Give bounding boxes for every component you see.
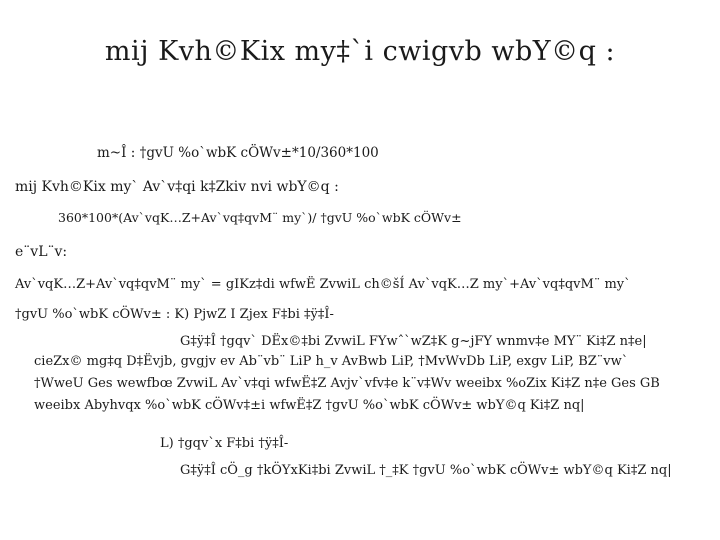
subheading-rate-line: mij Kvh©Kix my` Av`v‡qi k‡Zkiv nvi wbY©q : xyxy=(15,179,339,195)
slide-title: mij Kvh©Kix my‡`i cwigvb wbY©q : xyxy=(104,36,616,67)
paragraph-line: †WweU Ges wewfbœ ZvwiL Av`v‡qi wfwË‡Z Avjv`vfv‡e k¨v‡Wv weeibx %oZix Ki‡Z n‡e Ges GB xyxy=(34,376,660,391)
paragraph-line: G‡ÿ‡Î cÖ_g †kÖYxKi‡bi ZvwiL †_‡K †gvU %o`wbK cÖWv± wbY©q Ki‡Z nq| xyxy=(180,463,672,478)
rate-formula-line: 360*100*(Av`vqK…Z+Av`vq‡qvM¨ my`)/ †gvU %o`wbK cÖWv± xyxy=(58,210,462,225)
paragraph-line: cieZx© mg‡q D‡Ëvjb, gvgjv ev Ab¨vb¨ LiP h_v AvBwb LiP, †MvWvDb LiP, exgv LiP, BZ¨vw` xyxy=(34,354,629,369)
explanation-line: Av`vqK…Z+Av`vq‡qvM¨ my` = gIKz‡di wfwË ZvwiL ch©šÍ Av`vqK…Z my`+Av`vq‡qvM¨ my` xyxy=(15,277,631,292)
paragraph-line: weeibx Abyhvqx %o`wbK cÖWv‡±i wfwË‡Z †gvU %o`wbK cÖWv± wbY©q Ki‡Z nq| xyxy=(34,398,585,413)
formula-line: m~Î : †gvU %o`wbK cÖWv±*10/360*100 xyxy=(97,145,379,161)
total-product-line: †gvU %o`wbK cÖWv± : K) PjwZ I Zjex F‡bi ‡ÿ‡Î- xyxy=(15,307,334,322)
explanation-heading: e¨vL¨v: xyxy=(15,244,68,260)
term-loan-heading: L) †gqv`x F‡bi †ÿ‡Î- xyxy=(160,436,289,451)
paragraph-line: G‡ÿ‡Î †gqv` DËx©‡bi ZvwiL FYwˆ`wZ‡K g~jFY wnmv‡e MY¨ Ki‡Z n‡e| xyxy=(180,334,647,349)
